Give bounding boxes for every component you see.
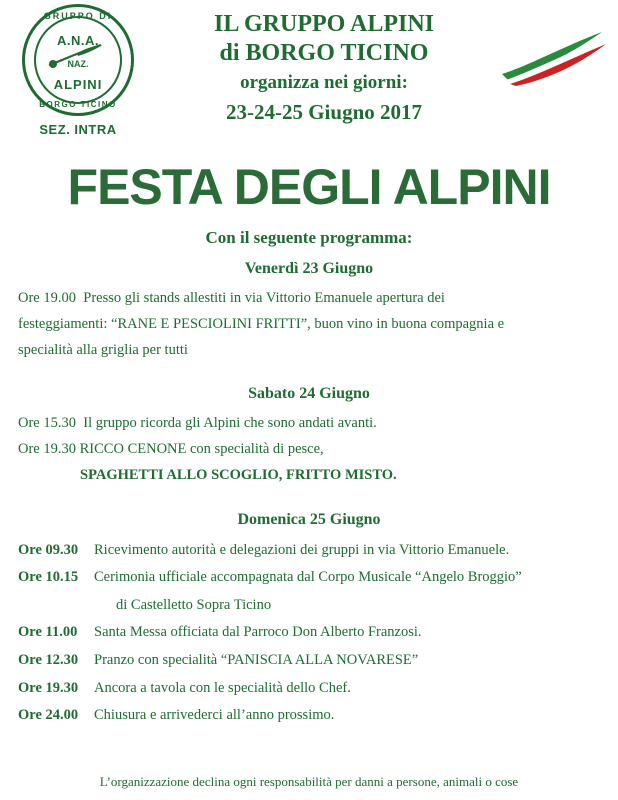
italian-flag-brushstroke-icon bbox=[498, 26, 608, 86]
day-heading-friday: Venerdì 23 Giugno bbox=[244, 260, 374, 277]
sunday-row-3 bbox=[18, 619, 600, 647]
sunday-text-3: Santa Messa officiata dal Parroco Don Alberto Franzosi. bbox=[94, 624, 422, 641]
saturday-time-1: Ore 15.30 bbox=[18, 415, 76, 432]
logo-arc-top-label: GRUPPO DI bbox=[43, 11, 113, 21]
logo-ana-label: A.N.A. bbox=[57, 33, 99, 48]
sunday-text-1: Ricevimento autorità e delegazioni dei gruppi in via Vittorio Emanuele. bbox=[94, 541, 510, 558]
friday-text-2b: “RANE E PESCIOLINI FRITTI”, bbox=[111, 315, 311, 332]
friday-text-2c: buon vino in buona compagnia e bbox=[310, 315, 505, 332]
friday-text-1: Presso gli stands allestiti in via Vittorio Emanuele apertura dei bbox=[83, 290, 445, 306]
header-line-2: di BORGO TICINO bbox=[219, 40, 429, 67]
sunday-row-1 bbox=[18, 537, 600, 565]
sunday-time-2: Ore 10.15 bbox=[18, 569, 79, 586]
disclaimer-note: L’organizzazione declina ogni responsabilità per danni a persone, animali o cose bbox=[99, 774, 519, 789]
sunday-row-4 bbox=[18, 647, 600, 675]
saturday-text-2b: RICCO CENONE bbox=[79, 441, 187, 458]
sunday-time-4: Ore 12.30 bbox=[18, 651, 79, 668]
sunday-entries bbox=[18, 537, 600, 730]
header-dates: 23-24-25 Giugno 2017 bbox=[225, 100, 422, 125]
sunday-time-6: Ore 24.00 bbox=[18, 707, 79, 724]
page-title: FESTA DEGLI ALPINI bbox=[67, 159, 551, 215]
programme-content bbox=[18, 256, 600, 730]
header-line-3: organizza nei giorni: bbox=[240, 71, 408, 93]
sunday-time-5: Ore 19.30 bbox=[18, 679, 79, 696]
friday-entry bbox=[18, 286, 600, 363]
saturday-text-2c: con specialità di pesce, bbox=[186, 441, 324, 458]
day-heading-sunday: Domenica 25 Giugno bbox=[237, 510, 381, 528]
sunday-row-6 bbox=[18, 702, 600, 730]
friday-time: Ore 19.00 bbox=[18, 290, 76, 306]
logo-naz-label: NAZ. bbox=[67, 59, 89, 69]
logo-circle bbox=[22, 4, 134, 116]
sunday-time-3: Ore 11.00 bbox=[18, 624, 78, 641]
logo-arc-bottom-label: BORGO TICINO bbox=[39, 100, 117, 109]
friday-text-2a: festeggiamenti: bbox=[18, 315, 112, 332]
saturday-entry bbox=[18, 411, 600, 488]
sunday-text-6: Chiusura e arrivederci all’anno prossimo. bbox=[94, 707, 335, 724]
saturday-text-3: SPAGHETTI ALLO SCOGLIO, FRITTO MISTO. bbox=[80, 466, 397, 483]
sunday-row-5 bbox=[18, 675, 600, 703]
saturday-text-1: Il gruppo ricorda gli Alpini che sono andati avanti. bbox=[83, 415, 377, 432]
programme-subtitle: Con il seguente programma: bbox=[205, 228, 413, 247]
ana-logo bbox=[8, 4, 148, 137]
sunday-text-2: Cerimonia ufficiale accompagnata dal Corpo Musicale “Angelo Broggio” bbox=[94, 569, 522, 586]
day-heading-saturday: Sabato 24 Giugno bbox=[248, 385, 370, 403]
saturday-time-2: Ore 19.30 bbox=[18, 441, 76, 458]
logo-sezione-label: SEZ. INTRA bbox=[39, 122, 117, 137]
header-line-1: IL GRUPPO ALPINI bbox=[213, 11, 435, 37]
friday-text-3: specialità alla griglia per tutti bbox=[18, 341, 188, 358]
sunday-text-4: Pranzo con specialità “PANISCIA ALLA NOVARESE” bbox=[94, 651, 419, 668]
logo-alpini-label: ALPINI bbox=[53, 77, 103, 92]
sunday-row-2b bbox=[18, 592, 600, 620]
poster-header bbox=[150, 10, 498, 129]
sunday-text-5: Ancora a tavola con le specialità dello Chef. bbox=[94, 679, 351, 696]
sunday-time-1: Ore 09.30 bbox=[18, 541, 79, 558]
sunday-row-2 bbox=[18, 564, 600, 592]
sunday-text-2b: di Castelletto Sopra Ticino bbox=[116, 596, 272, 613]
